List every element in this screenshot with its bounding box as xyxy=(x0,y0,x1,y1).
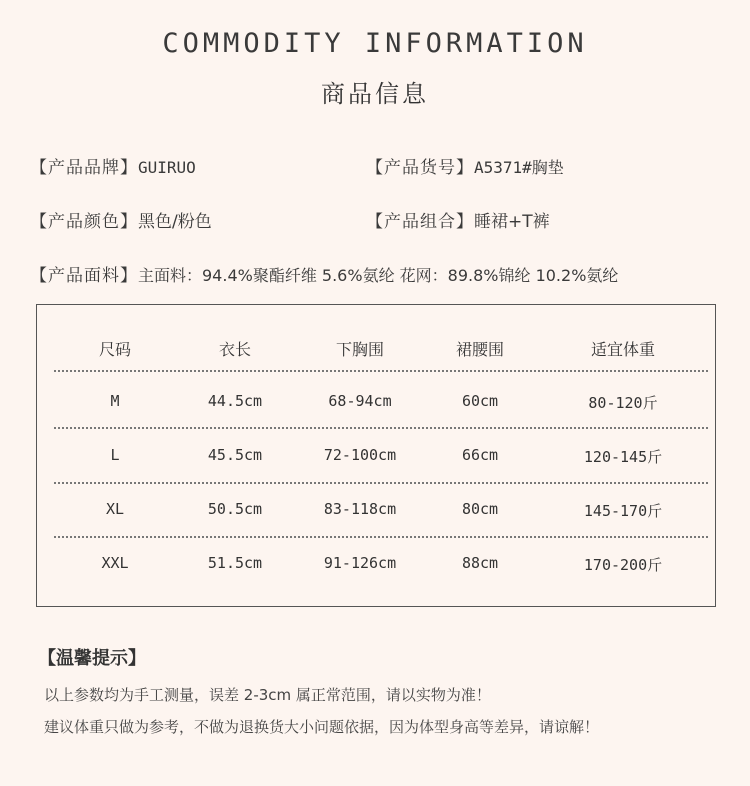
size-table xyxy=(36,304,716,607)
fabric-label: 【产品面料】 xyxy=(30,266,138,286)
table-row xyxy=(37,500,715,530)
cell-length: 51.5cm xyxy=(207,554,263,572)
cell-weight: 145-170斤 xyxy=(583,502,663,520)
cell-waist: 80cm xyxy=(461,500,499,518)
cell-size: XXL xyxy=(101,554,129,572)
brand-value: GUIRUO xyxy=(138,158,196,177)
header-size: 尺码 xyxy=(98,340,131,359)
table-row xyxy=(37,554,715,584)
cell-length: 50.5cm xyxy=(207,500,263,518)
fabric-value: 主面料：94.4%聚酯纤维 5.6%氨纶 花网：89.8%锦纶 10.2%氨纶 xyxy=(138,266,619,285)
color-value: 黑色/粉色 xyxy=(138,212,212,232)
fabric-info xyxy=(30,261,618,286)
page-title-english: COMMODITY INFORMATION xyxy=(162,28,588,59)
item-no-value: A5371#胸垫 xyxy=(474,158,564,177)
cell-waist: 66cm xyxy=(461,446,499,464)
cell-underbust: 91-126cm xyxy=(323,554,397,572)
header-length: 衣长 xyxy=(218,340,251,359)
tips-title: 【温馨提示】 xyxy=(38,648,146,669)
cell-weight: 120-145斤 xyxy=(583,448,663,466)
cell-size: XL xyxy=(105,500,125,518)
cell-weight: 80-120斤 xyxy=(588,394,658,412)
table-divider xyxy=(54,482,708,484)
table-row xyxy=(37,446,715,476)
color-info xyxy=(30,207,212,232)
page-title-chinese: 商品信息 xyxy=(321,80,429,108)
cell-underbust: 83-118cm xyxy=(323,500,397,518)
header-underbust: 下胸围 xyxy=(335,340,384,359)
cell-length: 45.5cm xyxy=(207,446,263,464)
set-info xyxy=(366,207,550,232)
header-weight: 适宜体重 xyxy=(590,340,655,359)
item-no-info xyxy=(366,153,564,178)
set-value: 睡裙+T裤 xyxy=(474,212,550,232)
brand-label: 【产品品牌】 xyxy=(30,158,138,178)
cell-underbust: 72-100cm xyxy=(323,446,397,464)
cell-underbust: 68-94cm xyxy=(328,392,392,410)
table-divider xyxy=(54,536,708,538)
table-divider xyxy=(54,370,708,372)
cell-length: 44.5cm xyxy=(207,392,263,410)
table-divider xyxy=(54,427,708,429)
cell-size: L xyxy=(110,446,120,464)
tip-line: 以上参数均为手工测量，误差 2-3cm 属正常范围，请以实物为准！ xyxy=(44,686,491,704)
table-row xyxy=(37,392,715,422)
cell-weight: 170-200斤 xyxy=(583,556,663,574)
header-waist: 裙腰围 xyxy=(455,340,504,359)
color-label: 【产品颜色】 xyxy=(30,212,138,232)
item-no-label: 【产品货号】 xyxy=(366,158,474,178)
tip-line: 建议体重只做为参考，不做为退换货大小问题依据，因为体型身高等差异，请谅解！ xyxy=(44,718,600,736)
set-label: 【产品组合】 xyxy=(366,212,474,232)
cell-waist: 88cm xyxy=(461,554,499,572)
table-header-row xyxy=(37,337,715,367)
cell-waist: 60cm xyxy=(461,392,499,410)
cell-size: M xyxy=(110,392,120,410)
brand-info xyxy=(30,153,196,178)
